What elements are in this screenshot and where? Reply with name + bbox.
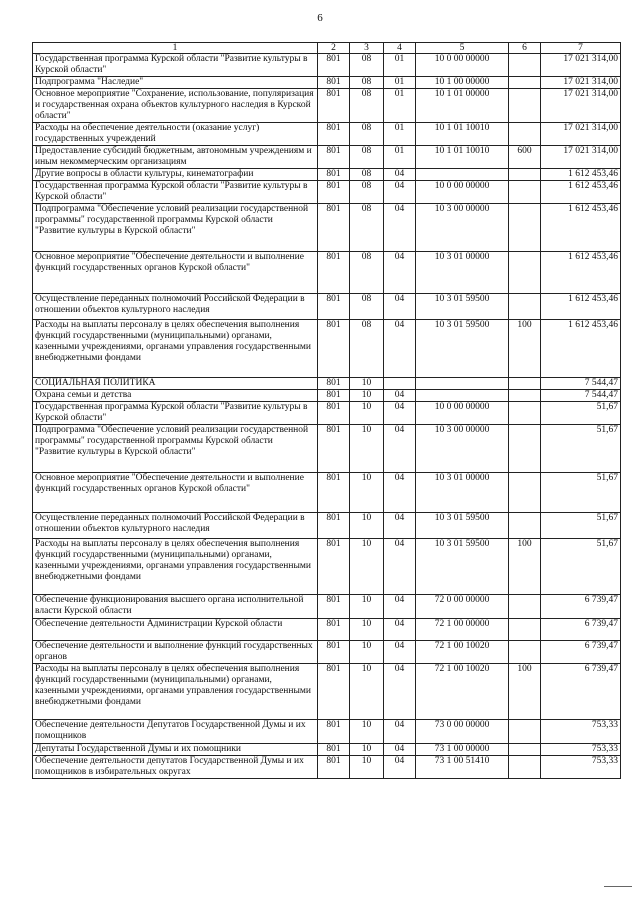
cell-subsection: 04 [384,252,416,294]
cell-name: Государственная программа Курской области "Развитие культуры в Курской области" [33,181,318,204]
cell-section: 08 [350,123,384,146]
cell-subsection: 04 [384,744,416,756]
cell-subsection: 01 [384,123,416,146]
table-row [33,744,621,756]
cell-subsection: 04 [384,664,416,720]
cell-section: 10 [350,756,384,779]
cell-target-article: 10 1 01 10010 [416,146,509,169]
cell-section: 10 [350,378,384,390]
cell-section: 08 [350,204,384,252]
cell-subsection: 04 [384,320,416,378]
cell-name: Подпрограмма "Наследие" [33,77,318,89]
cell-section: 10 [350,595,384,619]
cell-name: Охрана семьи и детства [33,390,318,402]
cell-subsection: 01 [384,54,416,77]
cell-amount: 17 021 314,00 [541,146,621,169]
cell-target-article: 10 3 01 00000 [416,252,509,294]
cell-section: 10 [350,425,384,473]
cell-name: Государственная программа Курской области "Развитие культуры в Курской области" [33,54,318,77]
cell-target-article: 73 1 00 00000 [416,744,509,756]
table-row [33,77,621,89]
cell-name: Подпрограмма "Обеспечение условий реализации государственной программы" государственной программы Курской области "Развитие культуры в Курской области" [33,425,318,473]
cell-section: 10 [350,390,384,402]
cell-name: Обеспечение деятельности депутатов Государственной Думы и их помощников в избирательных округах [33,756,318,779]
cell-grbs: 801 [318,425,350,473]
cell-target-article: 73 1 00 51410 [416,756,509,779]
cell-expense-type [509,619,541,641]
table-row [33,252,621,294]
cell-name: Основное мероприятие "Обеспечение деятельности и выполнение функций государственных органов Курской области" [33,252,318,294]
cell-target-article: 10 0 00 00000 [416,54,509,77]
cell-grbs: 801 [318,473,350,513]
cell-expense-type [509,756,541,779]
table-row [33,595,621,619]
cell-subsection: 04 [384,390,416,402]
cell-grbs: 801 [318,123,350,146]
cell-grbs: 801 [318,169,350,181]
cell-section: 10 [350,402,384,425]
cell-grbs: 801 [318,641,350,664]
cell-amount: 1 612 453,46 [541,320,621,378]
cell-amount: 17 021 314,00 [541,77,621,89]
header-col-7: 7 [541,43,621,54]
cell-expense-type [509,513,541,539]
cell-expense-type [509,473,541,513]
cell-amount: 6 739,47 [541,619,621,641]
header-row [33,43,621,54]
table-row [33,181,621,204]
cell-expense-type [509,425,541,473]
cell-subsection: 01 [384,77,416,89]
cell-expense-type [509,402,541,425]
cell-section: 08 [350,54,384,77]
cell-target-article: 10 3 01 59500 [416,539,509,595]
cell-subsection: 04 [384,181,416,204]
cell-section: 08 [350,77,384,89]
cell-target-article [416,169,509,181]
cell-amount: 51,67 [541,425,621,473]
table-row [33,89,621,123]
table-row [33,513,621,539]
cell-grbs: 801 [318,77,350,89]
corner-mark [604,886,632,887]
cell-name: Расходы на выплаты персоналу в целях обеспечения выполнения функций государственными (муниципальными) органами, казенными учреждениями, органами управления государственными внебюджетными фондами [33,320,318,378]
table-row [33,169,621,181]
table-row [33,320,621,378]
cell-expense-type [509,744,541,756]
cell-section: 10 [350,539,384,595]
cell-name: Осуществление переданных полномочий Российской Федерации в отношении объектов культурного наследия [33,294,318,320]
cell-name: СОЦИАЛЬНАЯ ПОЛИТИКА [33,378,318,390]
cell-grbs: 801 [318,89,350,123]
cell-name: Осуществление переданных полномочий Российской Федерации в отношении объектов культурного наследия [33,513,318,539]
cell-target-article: 72 1 00 10020 [416,641,509,664]
cell-section: 10 [350,664,384,720]
cell-target-article: 10 3 00 00000 [416,425,509,473]
cell-expense-type [509,595,541,619]
cell-section: 08 [350,181,384,204]
table-row [33,619,621,641]
cell-section: 10 [350,513,384,539]
cell-target-article: 10 0 00 00000 [416,181,509,204]
cell-amount: 1 612 453,46 [541,169,621,181]
cell-grbs: 801 [318,181,350,204]
cell-amount: 1 612 453,46 [541,204,621,252]
table-row [33,756,621,779]
cell-subsection: 04 [384,204,416,252]
cell-expense-type [509,77,541,89]
cell-grbs: 801 [318,378,350,390]
cell-expense-type: 100 [509,664,541,720]
cell-subsection: 04 [384,619,416,641]
cell-grbs: 801 [318,664,350,720]
cell-grbs: 801 [318,294,350,320]
cell-name: Депутаты Государственной Думы и их помощники [33,744,318,756]
cell-name: Обеспечение деятельности Администрации Курской области [33,619,318,641]
cell-target-article: 10 1 01 10010 [416,123,509,146]
cell-subsection: 04 [384,425,416,473]
cell-name: Государственная программа Курской области "Развитие культуры в Курской области" [33,402,318,425]
cell-target-article: 10 3 01 59500 [416,294,509,320]
cell-name: Основное мероприятие "Сохранение, использование, популяризация и государственная охрана объектов культурного наследия в Курской области" [33,89,318,123]
header-col-3: 3 [350,43,384,54]
cell-subsection: 01 [384,146,416,169]
cell-subsection: 04 [384,294,416,320]
budget-table [32,42,621,779]
cell-grbs: 801 [318,320,350,378]
cell-subsection: 04 [384,756,416,779]
cell-expense-type [509,54,541,77]
cell-expense-type [509,720,541,744]
cell-name: Другие вопросы в области культуры, кинематографии [33,169,318,181]
header-col-1: 1 [33,43,318,54]
cell-subsection: 04 [384,720,416,744]
table-row [33,390,621,402]
cell-subsection [384,378,416,390]
cell-amount: 753,33 [541,744,621,756]
table-row [33,473,621,513]
cell-name: Основное мероприятие "Обеспечение деятельности и выполнение функций государственных органов Курской области" [33,473,318,513]
page-number: 6 [317,12,323,24]
table-row [33,146,621,169]
cell-amount: 7 544,47 [541,390,621,402]
budget-table-body [33,54,621,779]
table-row [33,378,621,390]
table-row [33,664,621,720]
cell-amount: 51,67 [541,539,621,595]
cell-expense-type [509,89,541,123]
cell-amount: 753,33 [541,720,621,744]
cell-grbs: 801 [318,252,350,294]
cell-section: 10 [350,473,384,513]
cell-name: Предоставление субсидий бюджетным, автономным учреждениям и иным некоммерческим организациям [33,146,318,169]
table-row [33,425,621,473]
cell-amount: 7 544,47 [541,378,621,390]
cell-expense-type: 100 [509,320,541,378]
cell-target-article: 72 1 00 00000 [416,619,509,641]
cell-section: 10 [350,619,384,641]
cell-grbs: 801 [318,720,350,744]
cell-expense-type [509,169,541,181]
table-row [33,204,621,252]
cell-section: 08 [350,169,384,181]
cell-subsection: 04 [384,641,416,664]
cell-grbs: 801 [318,513,350,539]
cell-amount: 51,67 [541,402,621,425]
cell-expense-type [509,390,541,402]
header-col-5: 5 [416,43,509,54]
table-row [33,402,621,425]
cell-target-article: 73 0 00 00000 [416,720,509,744]
table-row [33,539,621,595]
cell-grbs: 801 [318,619,350,641]
cell-name: Расходы на обеспечение деятельности (оказание услуг) государственных учреждений [33,123,318,146]
table-row [33,720,621,744]
cell-target-article: 10 3 00 00000 [416,204,509,252]
cell-target-article: 10 1 01 00000 [416,89,509,123]
cell-section: 08 [350,320,384,378]
cell-section: 08 [350,294,384,320]
cell-expense-type [509,641,541,664]
cell-amount: 17 021 314,00 [541,89,621,123]
cell-section: 08 [350,89,384,123]
cell-grbs: 801 [318,744,350,756]
cell-amount: 6 739,47 [541,664,621,720]
cell-grbs: 801 [318,390,350,402]
cell-grbs: 801 [318,756,350,779]
cell-subsection: 04 [384,473,416,513]
cell-target-article: 72 0 00 00000 [416,595,509,619]
cell-name: Подпрограмма "Обеспечение условий реализации государственной программы" государственной программы Курской области "Развитие культуры в Курской области" [33,204,318,252]
cell-target-article: 10 0 00 00000 [416,402,509,425]
cell-amount: 753,33 [541,756,621,779]
cell-amount: 6 739,47 [541,595,621,619]
cell-target-article: 10 3 01 59500 [416,320,509,378]
cell-target-article: 10 3 01 59500 [416,513,509,539]
cell-expense-type [509,252,541,294]
cell-amount: 1 612 453,46 [541,181,621,204]
cell-subsection: 01 [384,89,416,123]
cell-subsection: 04 [384,513,416,539]
cell-target-article: 10 3 01 00000 [416,473,509,513]
cell-section: 10 [350,744,384,756]
cell-subsection: 04 [384,402,416,425]
cell-name: Обеспечение деятельности Депутатов Государственной Думы и их помощников [33,720,318,744]
cell-grbs: 801 [318,539,350,595]
header-col-6: 6 [509,43,541,54]
cell-name: Обеспечение деятельности и выполнение функций государственных органов [33,641,318,664]
cell-section: 10 [350,720,384,744]
cell-section: 08 [350,252,384,294]
cell-name: Расходы на выплаты персоналу в целях обеспечения выполнения функций государственными (муниципальными) органами, казенными учреждениями, органами управления государственными внебюджетными фондами [33,664,318,720]
cell-amount: 17 021 314,00 [541,54,621,77]
cell-grbs: 801 [318,402,350,425]
cell-expense-type: 100 [509,539,541,595]
cell-amount: 17 021 314,00 [541,123,621,146]
table-row [33,641,621,664]
cell-expense-type [509,294,541,320]
table-row [33,123,621,146]
cell-grbs: 801 [318,595,350,619]
cell-target-article: 10 1 00 00000 [416,77,509,89]
cell-grbs: 801 [318,204,350,252]
cell-expense-type: 600 [509,146,541,169]
cell-amount: 51,67 [541,513,621,539]
cell-name: Расходы на выплаты персоналу в целях обеспечения выполнения функций государственными (муниципальными) органами, казенными учреждениями, органами управления государственными внебюджетными фондами [33,539,318,595]
cell-grbs: 801 [318,54,350,77]
cell-amount: 1 612 453,46 [541,294,621,320]
cell-expense-type [509,378,541,390]
cell-target-article [416,390,509,402]
header-col-2: 2 [318,43,350,54]
cell-name: Обеспечение функционирования высшего органа исполнительной власти Курской области [33,595,318,619]
cell-grbs: 801 [318,146,350,169]
cell-amount: 6 739,47 [541,641,621,664]
table-row [33,54,621,77]
cell-subsection: 04 [384,595,416,619]
cell-section: 10 [350,641,384,664]
header-col-4: 4 [384,43,416,54]
cell-section: 08 [350,146,384,169]
cell-expense-type [509,204,541,252]
cell-amount: 1 612 453,46 [541,252,621,294]
cell-target-article: 72 1 00 10020 [416,664,509,720]
cell-target-article [416,378,509,390]
table-row [33,294,621,320]
cell-expense-type [509,181,541,204]
cell-expense-type [509,123,541,146]
cell-amount: 51,67 [541,473,621,513]
cell-subsection: 04 [384,539,416,595]
cell-subsection: 04 [384,169,416,181]
